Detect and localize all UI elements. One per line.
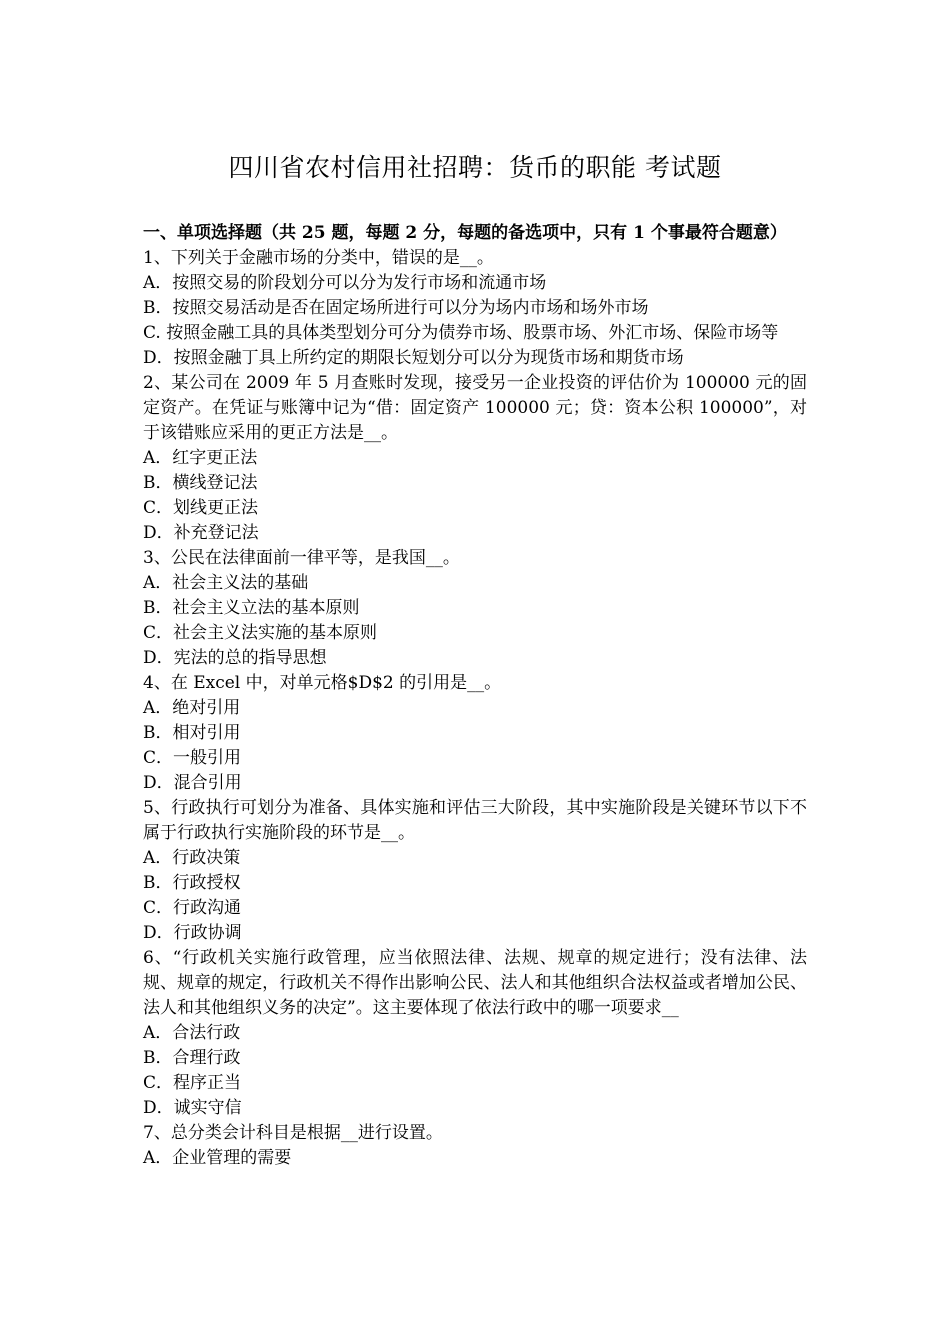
option-c: C. 按照金融工具的具体类型划分可分为债券市场、股票市场、外汇市场、保险市场等 bbox=[143, 323, 779, 343]
option-d: D．行政协调 bbox=[143, 923, 242, 943]
question-stem: 7、总分类会计科目是根据__进行设置。 bbox=[143, 1123, 443, 1143]
option-a: A．红字更正法 bbox=[143, 448, 258, 468]
option-c: C．一般引用 bbox=[143, 748, 242, 768]
option-d: D．补充登记法 bbox=[143, 523, 259, 543]
option-b: B．行政授权 bbox=[143, 873, 241, 893]
option-c: C．划线更正法 bbox=[143, 498, 259, 518]
option-a: A．社会主义法的基础 bbox=[143, 573, 309, 593]
option-b: B．合理行政 bbox=[143, 1048, 241, 1068]
option-b: B．相对引用 bbox=[143, 723, 241, 743]
question-1 bbox=[143, 246, 807, 371]
option-c: C．社会主义法实施的基本原则 bbox=[143, 623, 378, 643]
option-d: D．按照金融丁具上所约定的期限长短划分可以分为现货市场和期货市场 bbox=[143, 348, 684, 368]
question-stem: 5、行政执行可划分为准备、具体实施和评估三大阶段，其中实施阶段是关键环节以下不属于行政执行实施阶段的环节是__。 bbox=[143, 798, 807, 843]
question-stem: 4、在 Excel 中，对单元格$D$2 的引用是__。 bbox=[143, 673, 502, 693]
option-a: A．企业管理的需要 bbox=[143, 1148, 292, 1168]
question-stem: 1、下列关于金融市场的分类中，错误的是__。 bbox=[143, 248, 494, 268]
question-stem: 6、“行政机关实施行政管理，应当依照法律、法规、规章的规定进行；没有法律、法规、规章的规定，行政机关不得作出影响公民、法人和其他组织合法权益或者增加公民、法人和其他组织义务的决定”。这主要体现了依法行政中的哪一项要求__ bbox=[143, 948, 807, 1018]
question-3 bbox=[143, 546, 807, 671]
option-a: A．行政决策 bbox=[143, 848, 241, 868]
option-d: D．混合引用 bbox=[143, 773, 242, 793]
option-d: D．诚实守信 bbox=[143, 1098, 242, 1118]
document-title: 四川省农村信用社招聘：货币的职能 考试题 bbox=[228, 153, 722, 182]
question-stem: 2、某公司在 2009 年 5 月查账时发现，接受另一企业投资的评估价为 100000 元的固定资产。在凭证与账簿中记为“借：固定资产 100000 元；贷：资本公积 100000”，对于该错账应采用的更正方法是__。 bbox=[143, 373, 807, 443]
question-7 bbox=[143, 1121, 807, 1171]
option-c: C．程序正当 bbox=[143, 1073, 242, 1093]
question-2 bbox=[143, 371, 807, 546]
option-b: B．社会主义立法的基本原则 bbox=[143, 598, 360, 618]
question-6 bbox=[143, 946, 807, 1121]
question-stem: 3、公民在法律面前一律平等，是我国__。 bbox=[143, 548, 460, 568]
option-d: D．宪法的总的指导思想 bbox=[143, 648, 327, 668]
question-4 bbox=[143, 671, 807, 796]
option-a: A．绝对引用 bbox=[143, 698, 241, 718]
document-body bbox=[143, 221, 807, 1171]
option-a: A．按照交易的阶段划分可以分为发行市场和流通市场 bbox=[143, 273, 547, 293]
section-heading: 一、单项选择题（共 25 题，每题 2 分，每题的备选项中，只有 1 个事最符合题意） bbox=[143, 223, 787, 243]
option-b: B．按照交易活动是否在固定场所进行可以分为场内市场和场外市场 bbox=[143, 298, 649, 318]
option-c: C．行政沟通 bbox=[143, 898, 242, 918]
option-b: B．横线登记法 bbox=[143, 473, 258, 493]
question-5 bbox=[143, 796, 807, 946]
option-a: A．合法行政 bbox=[143, 1023, 241, 1043]
